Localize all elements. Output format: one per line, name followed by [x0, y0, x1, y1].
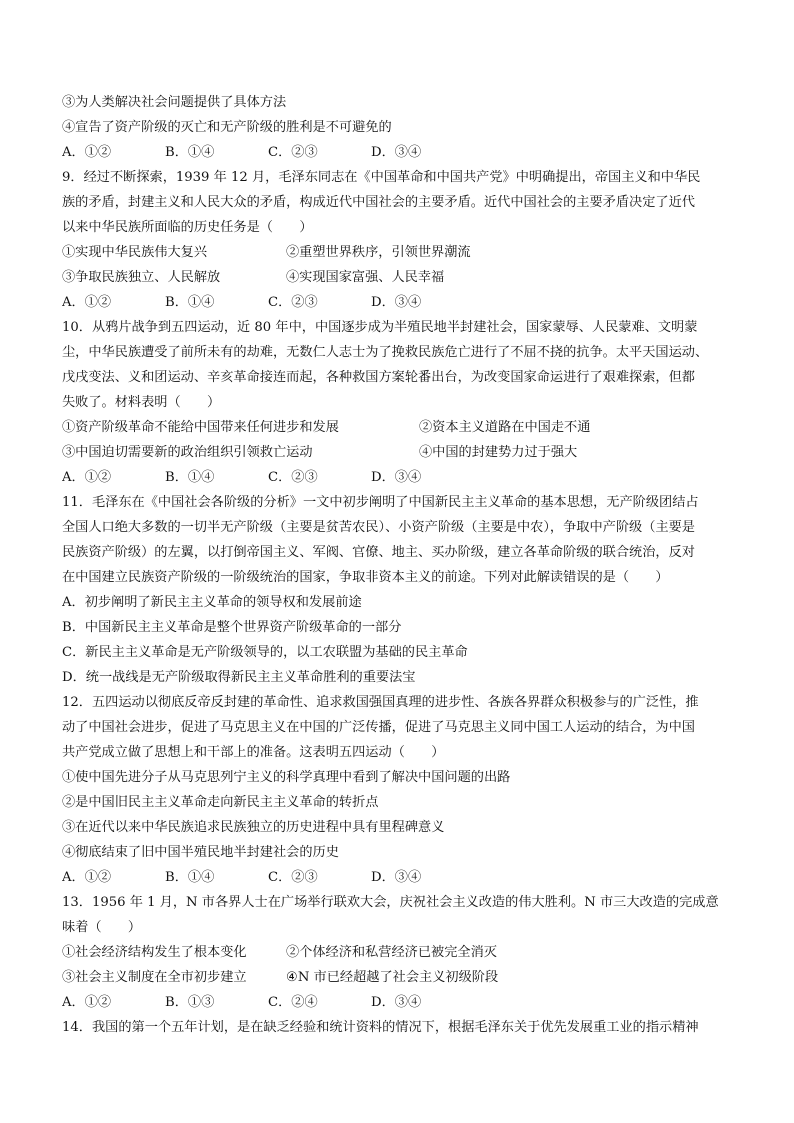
statement-row [62, 240, 742, 265]
statement-2: ②是中国旧民主主义革命走向新民主主义革命的转折点 [62, 795, 379, 810]
statement-3: ③为人类解决社会问题提供了具体方法 [62, 95, 287, 110]
option-d: D．③④ [371, 870, 422, 885]
statement-1: ①实现中华民族伟大复兴 [62, 245, 208, 260]
option-b: B．①④ [165, 470, 215, 485]
option-c: C．②③ [268, 870, 318, 885]
question-stem-line: 13．1956 年 1 月，N 市各界人士在广场举行联欢大会，庆祝社会主义改造的伟大胜利。N 市三大改造的完成意 [62, 895, 719, 910]
choice-d: D．统一战线是无产阶级取得新民主主义革命胜利的重要法宝 [62, 670, 416, 685]
question-stem-line: 11．毛泽东在《中国社会各阶级的分析》一文中初步阐明了中国新民主主义革命的基本思想，无产阶级团结占 [62, 495, 699, 510]
statement-4: ④实现国家富强、人民幸福 [286, 270, 445, 285]
statement-row [62, 415, 742, 440]
statement-row [62, 265, 742, 290]
question-stem-line: 9．经过不断探索，1939 年 12 月，毛泽东同志在《中国革命和中国共产党》中明确提出，帝国主义和中华民 [62, 170, 701, 185]
question-stem-line: 尘，中华民族遭受了前所未有的劫难，无数仁人志士为了挽救民族危亡进行了不屈不挠的抗争。太平天国运动、 [62, 345, 709, 360]
question-stem-line: 共产党成立做了思想上和干部上的准备。这表明五四运动（ ） [62, 745, 445, 760]
question-14 [62, 1015, 742, 1040]
option-a: A．①② [62, 995, 112, 1010]
option-a: A．①② [62, 870, 112, 885]
statement-3: ③在近代以来中华民族追求民族独立的历史进程中具有里程碑意义 [62, 820, 445, 835]
answer-options [62, 140, 742, 165]
statement-1: ①使中国先进分子从马克思列宁主义的科学真理中看到了解决中国问题的出路 [62, 770, 511, 785]
statement-row [62, 940, 742, 965]
question-11 [62, 490, 742, 690]
option-a: A．①② [62, 470, 112, 485]
statement-row [62, 965, 742, 990]
answer-options [62, 290, 742, 315]
option-c: C．②③ [268, 470, 318, 485]
question-13 [62, 890, 742, 1015]
option-b: B．①④ [165, 870, 215, 885]
choice-c: C．新民主主义革命是无产阶级领导的，以工农联盟为基础的民主革命 [62, 645, 468, 660]
option-c: C．②③ [268, 295, 318, 310]
question-stem-line: 在中国建立民族资产阶级的一阶级统治的国家，争取非资本主义的前途。下列对此解读错误的是（ ） [62, 570, 669, 585]
question-stem-line: 族的矛盾，封建主义和人民大众的矛盾，构成近代中国社会的主要矛盾。近代中国社会的主要矛盾决定了近代 [62, 195, 695, 210]
statement-4: ④中国的封建势力过于强大 [419, 445, 578, 460]
statement-4: ④N 市已经超越了社会主义初级阶段 [286, 970, 499, 985]
statement-3: ③中国迫切需要新的政治组织引领救亡运动 [62, 445, 313, 460]
question-stem-line: 12．五四运动以彻底反帝反封建的革命性、追求救国强国真理的进步性、各族各界群众积极参与的广泛性，推 [62, 695, 699, 710]
statement-2: ②重塑世界秩序，引领世界潮流 [286, 245, 471, 260]
option-d: D．③④ [371, 995, 422, 1010]
option-b: B．①③ [165, 995, 215, 1010]
statement-row [62, 440, 742, 465]
statement-3: ③社会主义制度在全市初步建立 [62, 970, 247, 985]
question-stem-line: 戊戌变法、义和团运动、辛亥革命接连而起，各种救国方案轮番出台，为改变国家命运进行了艰难探索，但都 [62, 370, 695, 385]
option-b: B．①④ [165, 295, 215, 310]
question-stem-line: 以来中华民族所面临的历史任务是（ ） [62, 220, 313, 235]
question-stem-line: 14．我国的第一个五年计划，是在缺乏经验和统计资料的情况下，根据毛泽东关于优先发展重工业的指示精神 [62, 1020, 699, 1035]
option-d: D．③④ [371, 470, 422, 485]
option-c: C．②④ [268, 995, 318, 1010]
answer-options [62, 990, 742, 1015]
choice-a: A．初步阐明了新民主主义革命的领导权和发展前途 [62, 595, 362, 610]
question-9 [62, 165, 742, 315]
choice-b: B．中国新民主主义革命是整个世界资产阶级革命的一部分 [62, 620, 402, 635]
statement-2: ②资本主义道路在中国走不通 [419, 420, 591, 435]
statement-3: ③争取民族独立、人民解放 [62, 270, 221, 285]
statement-4: ④彻底结束了旧中国半殖民地半封建社会的历史 [62, 845, 339, 860]
question-stem-line: 动了中国社会进步，促进了马克思主义在中国的广泛传播，促进了马克思主义同中国工人运动的结合，为中国 [62, 720, 695, 735]
answer-options [62, 865, 742, 890]
option-b: B．①④ [165, 145, 215, 160]
option-a: A．①② [62, 295, 112, 310]
question-10 [62, 315, 742, 490]
option-d: D．③④ [371, 295, 422, 310]
statement-4: ④宣告了资产阶级的灭亡和无产阶级的胜利是不可避免的 [62, 120, 392, 135]
option-c: C．②③ [268, 145, 318, 160]
option-d: D．③④ [371, 145, 422, 160]
question-stem-line: 10．从鸦片战争到五四运动，近 80 年中，中国逐步成为半殖民地半封建社会，国家蒙辱、人民蒙难、文明蒙 [62, 320, 698, 335]
exam-page [62, 90, 742, 1040]
question-stem-line: 失败了。材料表明（ ） [62, 395, 221, 410]
question-stem-line: 民族资产阶级）的左翼，以打倒帝国主义、军阀、官僚、地主、买办阶级，建立各革命阶级的联合统治，反对 [62, 545, 695, 560]
question-stem-line: 全国人口绝大多数的一切半无产阶级（主要是贫苦农民）、小资产阶级（主要是中农），争取中产阶级（主要是 [62, 520, 695, 535]
statement-1: ①社会经济结构发生了根本变化 [62, 945, 247, 960]
statement-2: ②个体经济和私营经济已被完全消灭 [286, 945, 497, 960]
question-12 [62, 690, 742, 890]
question-stem-line: 味着（ ） [62, 920, 142, 935]
answer-options [62, 465, 742, 490]
statement-1: ①资产阶级革命不能给中国带来任何进步和发展 [62, 420, 339, 435]
option-a: A．①② [62, 145, 112, 160]
